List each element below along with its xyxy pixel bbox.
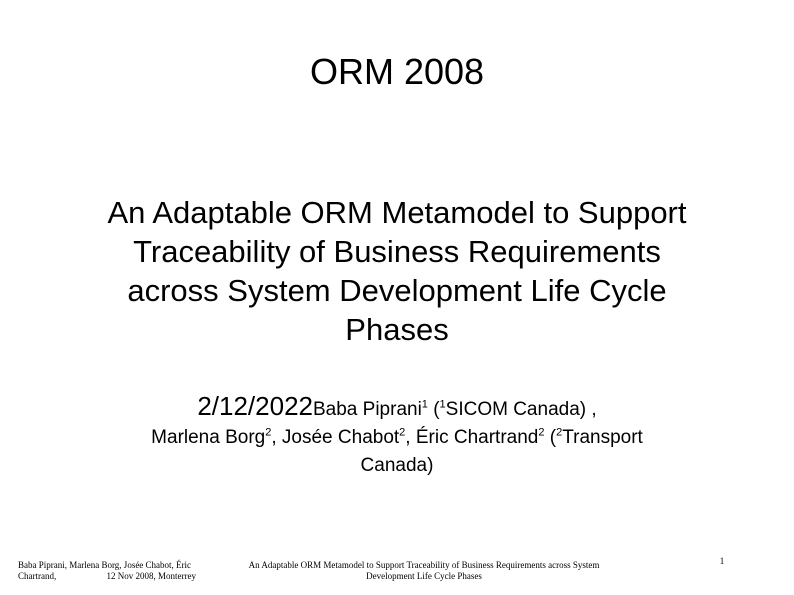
byline-line-1 xyxy=(40,392,754,424)
author-byline xyxy=(40,392,754,480)
title-line-1: An Adaptable ORM Metamodel to Support xyxy=(107,195,687,230)
author-name: Baba Piprani xyxy=(313,399,422,420)
author-name: Éric Chartrand xyxy=(415,427,539,448)
footer-date-venue: 12 Nov 2008, Monterrey xyxy=(106,571,196,581)
byline-line-3: Canada) xyxy=(360,455,434,476)
footer-title-line-2: Development Life Cycle Phases xyxy=(366,571,482,581)
author-superscript: 2 xyxy=(265,426,272,439)
page-number: 1 xyxy=(719,556,725,566)
title-line-2: Traceability of Business Requirements xyxy=(133,234,661,269)
footer-authors xyxy=(18,560,208,582)
author-name: Josée Chabot xyxy=(281,427,400,448)
author-superscript: 1 xyxy=(421,398,428,411)
footer-title-line-1: An Adaptable ORM Metamodel to Support Traceability of Business Requirements across System xyxy=(248,560,600,570)
affiliation-text: Transport xyxy=(562,427,643,448)
footer-title xyxy=(228,560,620,582)
author-separator: , xyxy=(271,427,282,448)
affiliation-open: ( xyxy=(427,399,440,420)
author-separator: , xyxy=(405,427,416,448)
affiliation-superscript: 1 xyxy=(439,398,446,411)
affiliation-superscript: 2 xyxy=(556,426,563,439)
footer-authors-line-2 xyxy=(18,571,196,582)
title-line-4: Phases xyxy=(345,312,449,347)
slide-date: 2/12/2022 xyxy=(197,391,313,421)
slide-heading: ORM 2008 xyxy=(309,51,485,92)
footer-author-tail: Chartrand, xyxy=(18,571,57,581)
slide-title xyxy=(40,193,754,349)
author-superscript: 2 xyxy=(399,426,406,439)
title-line-3: across System Development Life Cycle xyxy=(127,273,667,308)
author-name: Marlena Borg xyxy=(151,427,266,448)
footer-authors-line-1: Baba Piprani, Marlena Borg, Josée Chabot, Éric xyxy=(18,560,192,570)
affiliation-open: ( xyxy=(544,427,557,448)
byline-line-2 xyxy=(40,424,754,452)
author-superscript: 2 xyxy=(538,426,545,439)
affiliation-text: SICOM Canada) , xyxy=(445,399,597,420)
